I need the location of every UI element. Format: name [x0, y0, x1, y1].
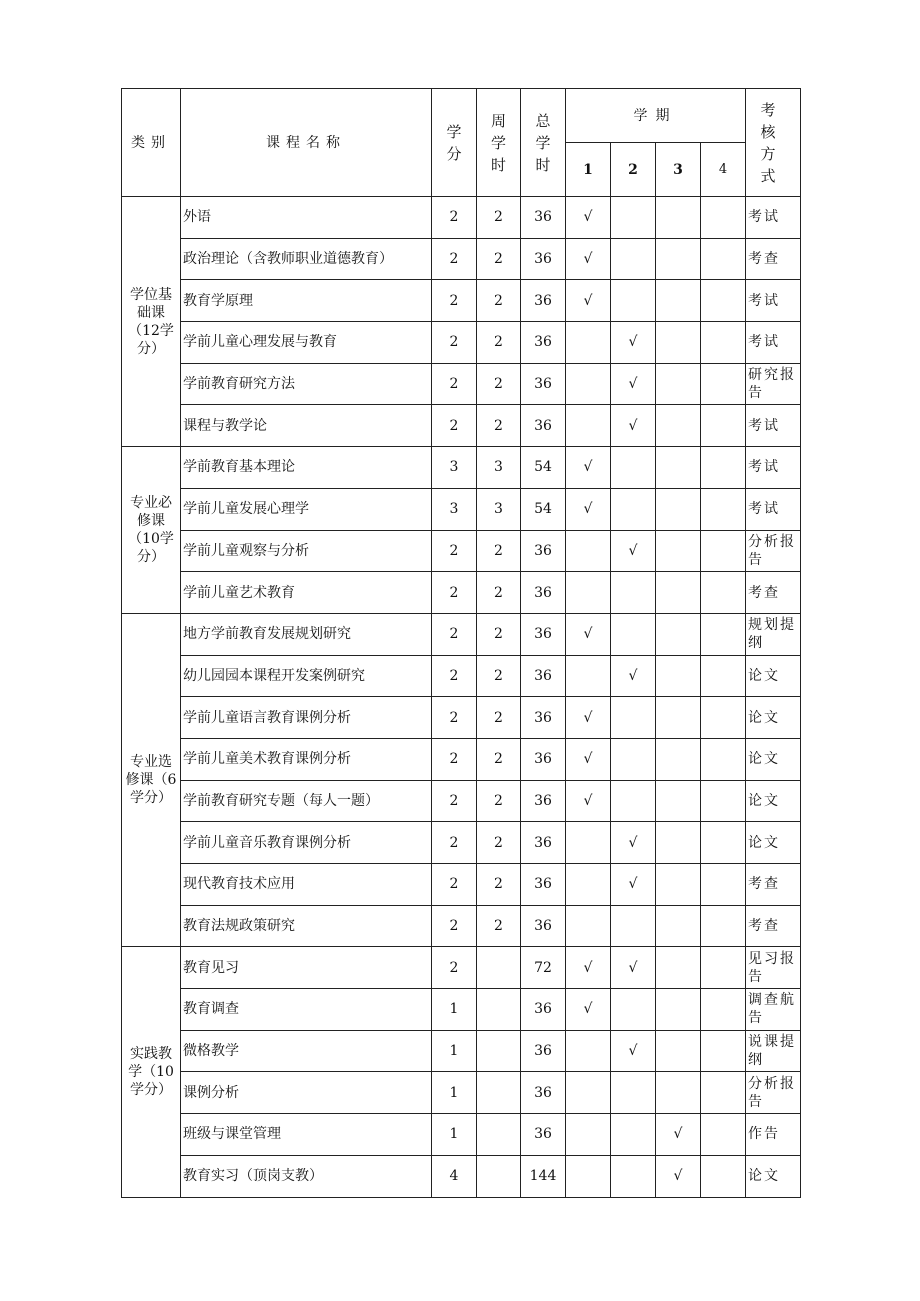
semester-2-cell: √ [611, 947, 656, 989]
table-row [122, 488, 801, 530]
header-semester: 学期 [566, 89, 746, 143]
weekly-hours-cell: 2 [477, 197, 521, 239]
total-hours-cell: 54 [521, 488, 566, 530]
semester-3-cell: √ [656, 1114, 701, 1156]
assessment-cell: 分析报告 [746, 530, 801, 572]
table-row [122, 1072, 801, 1114]
semester-4-cell [701, 572, 746, 614]
credits-cell: 2 [432, 822, 477, 864]
assessment-cell: 论文 [746, 738, 801, 780]
table-row [122, 905, 801, 947]
course-name-cell: 学前儿童观察与分析 [181, 530, 432, 572]
assessment-cell: 分析报告 [746, 1072, 801, 1114]
credits-cell: 3 [432, 447, 477, 489]
header-credits [432, 89, 477, 197]
total-hours-cell: 36 [521, 1072, 566, 1114]
semester-1-cell: √ [566, 197, 611, 239]
semester-1-cell [566, 405, 611, 447]
weekly-hours-cell [477, 1155, 521, 1197]
header-semester-3: 3 [656, 143, 701, 197]
assessment-cell: 考试 [746, 322, 801, 364]
table-row [122, 947, 801, 989]
semester-2-cell: √ [611, 655, 656, 697]
assessment-cell: 规划提纲 [746, 613, 801, 655]
course-name-cell: 班级与课堂管理 [181, 1114, 432, 1156]
weekly-hours-cell: 2 [477, 530, 521, 572]
semester-4-cell [701, 238, 746, 280]
semester-2-cell [611, 197, 656, 239]
semester-4-cell [701, 864, 746, 906]
table-row [122, 738, 801, 780]
semester-3-cell [656, 905, 701, 947]
semester-3-cell [656, 780, 701, 822]
semester-1-cell [566, 905, 611, 947]
semester-3-cell [656, 822, 701, 864]
semester-2-cell: √ [611, 322, 656, 364]
category-cell: 专业必修课（10学分） [122, 447, 181, 614]
course-name-cell: 外语 [181, 197, 432, 239]
total-hours-cell: 72 [521, 947, 566, 989]
total-hours-cell: 36 [521, 530, 566, 572]
category-cell: 专业选修课（6学分） [122, 613, 181, 947]
header-semester-4: 4 [701, 143, 746, 197]
semester-2-cell [611, 238, 656, 280]
header-category: 类别 [122, 89, 181, 197]
credits-cell: 2 [432, 238, 477, 280]
weekly-hours-cell [477, 1114, 521, 1156]
semester-4-cell [701, 613, 746, 655]
semester-3-cell [656, 864, 701, 906]
semester-3-cell [656, 613, 701, 655]
semester-3-cell [656, 738, 701, 780]
header-assessment [746, 89, 801, 197]
semester-1-cell: √ [566, 238, 611, 280]
weekly-hours-cell: 2 [477, 280, 521, 322]
header-credits-text: 学分 [446, 122, 462, 163]
total-hours-cell: 36 [521, 613, 566, 655]
header-course-name: 课程名称 [181, 89, 432, 197]
semester-3-cell [656, 197, 701, 239]
header-weekly-hours [477, 89, 521, 197]
assessment-cell: 论文 [746, 697, 801, 739]
credits-cell: 1 [432, 1030, 477, 1072]
credits-cell: 2 [432, 864, 477, 906]
credits-cell: 1 [432, 989, 477, 1031]
semester-1-cell [566, 1072, 611, 1114]
assessment-cell: 考试 [746, 447, 801, 489]
header-semester-2: 2 [611, 143, 656, 197]
semester-4-cell [701, 905, 746, 947]
assessment-cell: 考试 [746, 488, 801, 530]
semester-4-cell [701, 822, 746, 864]
semester-4-cell [701, 989, 746, 1031]
table-row [122, 322, 801, 364]
semester-2-cell [611, 447, 656, 489]
total-hours-cell: 36 [521, 1114, 566, 1156]
total-hours-cell: 36 [521, 197, 566, 239]
weekly-hours-cell: 2 [477, 655, 521, 697]
total-hours-cell: 36 [521, 738, 566, 780]
semester-2-cell: √ [611, 864, 656, 906]
weekly-hours-cell: 2 [477, 864, 521, 906]
assessment-cell: 考试 [746, 197, 801, 239]
credits-cell: 4 [432, 1155, 477, 1197]
semester-2-cell [611, 905, 656, 947]
table-row [122, 989, 801, 1031]
assessment-cell: 考查 [746, 905, 801, 947]
assessment-cell: 考试 [746, 405, 801, 447]
assessment-cell: 考试 [746, 280, 801, 322]
semester-4-cell [701, 280, 746, 322]
course-name-cell: 教育实习（顶岗支教） [181, 1155, 432, 1197]
course-name-cell: 教育学原理 [181, 280, 432, 322]
weekly-hours-cell [477, 989, 521, 1031]
semester-1-cell [566, 363, 611, 405]
semester-1-cell: √ [566, 947, 611, 989]
semester-1-cell: √ [566, 613, 611, 655]
table-row [122, 1114, 801, 1156]
weekly-hours-cell: 2 [477, 780, 521, 822]
table-row [122, 864, 801, 906]
semester-4-cell [701, 447, 746, 489]
semester-2-cell [611, 780, 656, 822]
weekly-hours-cell: 2 [477, 363, 521, 405]
semester-4-cell [701, 655, 746, 697]
semester-3-cell [656, 989, 701, 1031]
semester-3-cell [656, 488, 701, 530]
semester-1-cell [566, 655, 611, 697]
table-row [122, 572, 801, 614]
weekly-hours-cell: 3 [477, 447, 521, 489]
category-cell: 实践教学（10学分） [122, 947, 181, 1197]
total-hours-cell: 36 [521, 238, 566, 280]
semester-1-cell [566, 864, 611, 906]
semester-2-cell [611, 697, 656, 739]
credits-cell: 3 [432, 488, 477, 530]
assessment-cell: 论文 [746, 780, 801, 822]
semester-3-cell: √ [656, 1155, 701, 1197]
table-row [122, 405, 801, 447]
semester-4-cell [701, 1072, 746, 1114]
assessment-cell: 研究报告 [746, 363, 801, 405]
total-hours-cell: 36 [521, 822, 566, 864]
table-row [122, 613, 801, 655]
semester-1-cell [566, 572, 611, 614]
semester-2-cell [611, 572, 656, 614]
weekly-hours-cell: 2 [477, 697, 521, 739]
weekly-hours-cell: 2 [477, 238, 521, 280]
weekly-hours-cell: 2 [477, 405, 521, 447]
semester-4-cell [701, 738, 746, 780]
semester-4-cell [701, 363, 746, 405]
weekly-hours-cell [477, 1030, 521, 1072]
header-total-hours-text: 总学时 [535, 111, 551, 174]
assessment-cell: 见习报告 [746, 947, 801, 989]
total-hours-cell: 36 [521, 864, 566, 906]
semester-3-cell [656, 280, 701, 322]
weekly-hours-cell: 2 [477, 905, 521, 947]
course-name-cell: 学前儿童音乐教育课例分析 [181, 822, 432, 864]
semester-2-cell [611, 989, 656, 1031]
semester-2-cell [611, 1072, 656, 1114]
header-assessment-text: 考核方式 [760, 100, 786, 185]
course-name-cell: 学前教育研究方法 [181, 363, 432, 405]
total-hours-cell: 36 [521, 905, 566, 947]
semester-1-cell: √ [566, 780, 611, 822]
semester-3-cell [656, 697, 701, 739]
credits-cell: 2 [432, 405, 477, 447]
assessment-cell: 论文 [746, 1155, 801, 1197]
total-hours-cell: 54 [521, 447, 566, 489]
semester-1-cell: √ [566, 989, 611, 1031]
semester-2-cell [611, 738, 656, 780]
semester-2-cell: √ [611, 363, 656, 405]
semester-4-cell [701, 1030, 746, 1072]
header-weekly-hours-text: 周学时 [490, 111, 506, 174]
assessment-cell: 考查 [746, 238, 801, 280]
semester-3-cell [656, 1072, 701, 1114]
table-row [122, 780, 801, 822]
weekly-hours-cell: 3 [477, 488, 521, 530]
table-row [122, 280, 801, 322]
semester-4-cell [701, 197, 746, 239]
total-hours-cell: 36 [521, 322, 566, 364]
semester-1-cell [566, 1155, 611, 1197]
semester-3-cell [656, 1030, 701, 1072]
course-name-cell: 学前儿童艺术教育 [181, 572, 432, 614]
credits-cell: 2 [432, 530, 477, 572]
semester-1-cell: √ [566, 488, 611, 530]
semester-4-cell [701, 780, 746, 822]
table-row [122, 530, 801, 572]
category-cell: 学位基础课（12学分） [122, 197, 181, 447]
credits-cell: 2 [432, 905, 477, 947]
semester-3-cell [656, 572, 701, 614]
semester-3-cell [656, 447, 701, 489]
weekly-hours-cell: 2 [477, 613, 521, 655]
credits-cell: 1 [432, 1072, 477, 1114]
semester-1-cell: √ [566, 697, 611, 739]
course-name-cell: 课程与教学论 [181, 405, 432, 447]
weekly-hours-cell: 2 [477, 572, 521, 614]
credits-cell: 2 [432, 697, 477, 739]
semester-4-cell [701, 322, 746, 364]
semester-4-cell [701, 488, 746, 530]
semester-1-cell [566, 1114, 611, 1156]
semester-3-cell [656, 530, 701, 572]
assessment-cell: 论文 [746, 655, 801, 697]
semester-2-cell [611, 1114, 656, 1156]
total-hours-cell: 36 [521, 280, 566, 322]
semester-1-cell: √ [566, 738, 611, 780]
course-name-cell: 学前儿童发展心理学 [181, 488, 432, 530]
total-hours-cell: 144 [521, 1155, 566, 1197]
total-hours-cell: 36 [521, 1030, 566, 1072]
weekly-hours-cell: 2 [477, 322, 521, 364]
credits-cell: 2 [432, 572, 477, 614]
curriculum-table [121, 88, 801, 1198]
semester-2-cell [611, 613, 656, 655]
credits-cell: 2 [432, 363, 477, 405]
semester-4-cell [701, 405, 746, 447]
semester-3-cell [656, 363, 701, 405]
semester-3-cell [656, 405, 701, 447]
weekly-hours-cell: 2 [477, 738, 521, 780]
credits-cell: 2 [432, 280, 477, 322]
credits-cell: 2 [432, 197, 477, 239]
semester-1-cell [566, 1030, 611, 1072]
semester-4-cell [701, 530, 746, 572]
credits-cell: 2 [432, 322, 477, 364]
table-row [122, 822, 801, 864]
semester-4-cell [701, 947, 746, 989]
table-row [122, 238, 801, 280]
semester-3-cell [656, 238, 701, 280]
credits-cell: 2 [432, 738, 477, 780]
semester-4-cell [701, 697, 746, 739]
course-name-cell: 学前儿童语言教育课例分析 [181, 697, 432, 739]
semester-4-cell [701, 1114, 746, 1156]
semester-1-cell: √ [566, 447, 611, 489]
total-hours-cell: 36 [521, 363, 566, 405]
course-name-cell: 微格教学 [181, 1030, 432, 1072]
semester-3-cell [656, 322, 701, 364]
total-hours-cell: 36 [521, 989, 566, 1031]
course-name-cell: 学前教育研究专题（每人一题） [181, 780, 432, 822]
course-name-cell: 政治理论（含教师职业道德教育） [181, 238, 432, 280]
table-row [122, 197, 801, 239]
table-row [122, 447, 801, 489]
table-row [122, 1030, 801, 1072]
table-row [122, 655, 801, 697]
semester-3-cell [656, 947, 701, 989]
course-name-cell: 地方学前教育发展规划研究 [181, 613, 432, 655]
course-name-cell: 教育法规政策研究 [181, 905, 432, 947]
assessment-cell: 考查 [746, 864, 801, 906]
credits-cell: 2 [432, 655, 477, 697]
weekly-hours-cell [477, 947, 521, 989]
assessment-cell: 说课提纲 [746, 1030, 801, 1072]
semester-2-cell [611, 488, 656, 530]
semester-3-cell [656, 655, 701, 697]
credits-cell: 2 [432, 780, 477, 822]
assessment-cell: 作告 [746, 1114, 801, 1156]
semester-2-cell [611, 280, 656, 322]
credits-cell: 1 [432, 1114, 477, 1156]
course-name-cell: 学前教育基本理论 [181, 447, 432, 489]
table-row [122, 697, 801, 739]
header-total-hours [521, 89, 566, 197]
table-row [122, 363, 801, 405]
course-name-cell: 课例分析 [181, 1072, 432, 1114]
credits-cell: 2 [432, 947, 477, 989]
semester-2-cell [611, 1155, 656, 1197]
total-hours-cell: 36 [521, 780, 566, 822]
semester-2-cell: √ [611, 405, 656, 447]
semester-1-cell: √ [566, 280, 611, 322]
total-hours-cell: 36 [521, 405, 566, 447]
total-hours-cell: 36 [521, 655, 566, 697]
assessment-cell: 论文 [746, 822, 801, 864]
weekly-hours-cell: 2 [477, 822, 521, 864]
credits-cell: 2 [432, 613, 477, 655]
header-semester-1: 1 [566, 143, 611, 197]
weekly-hours-cell [477, 1072, 521, 1114]
semester-2-cell: √ [611, 822, 656, 864]
assessment-cell: 考查 [746, 572, 801, 614]
course-name-cell: 幼儿园园本课程开发案例研究 [181, 655, 432, 697]
course-name-cell: 学前儿童美术教育课例分析 [181, 738, 432, 780]
course-name-cell: 现代教育技术应用 [181, 864, 432, 906]
semester-1-cell [566, 530, 611, 572]
semester-2-cell: √ [611, 530, 656, 572]
semester-2-cell: √ [611, 1030, 656, 1072]
table-row [122, 1155, 801, 1197]
course-name-cell: 教育调查 [181, 989, 432, 1031]
assessment-cell: 调查航告 [746, 989, 801, 1031]
total-hours-cell: 36 [521, 697, 566, 739]
semester-4-cell [701, 1155, 746, 1197]
semester-1-cell [566, 322, 611, 364]
semester-1-cell [566, 822, 611, 864]
course-name-cell: 学前儿童心理发展与教育 [181, 322, 432, 364]
course-name-cell: 教育见习 [181, 947, 432, 989]
total-hours-cell: 36 [521, 572, 566, 614]
